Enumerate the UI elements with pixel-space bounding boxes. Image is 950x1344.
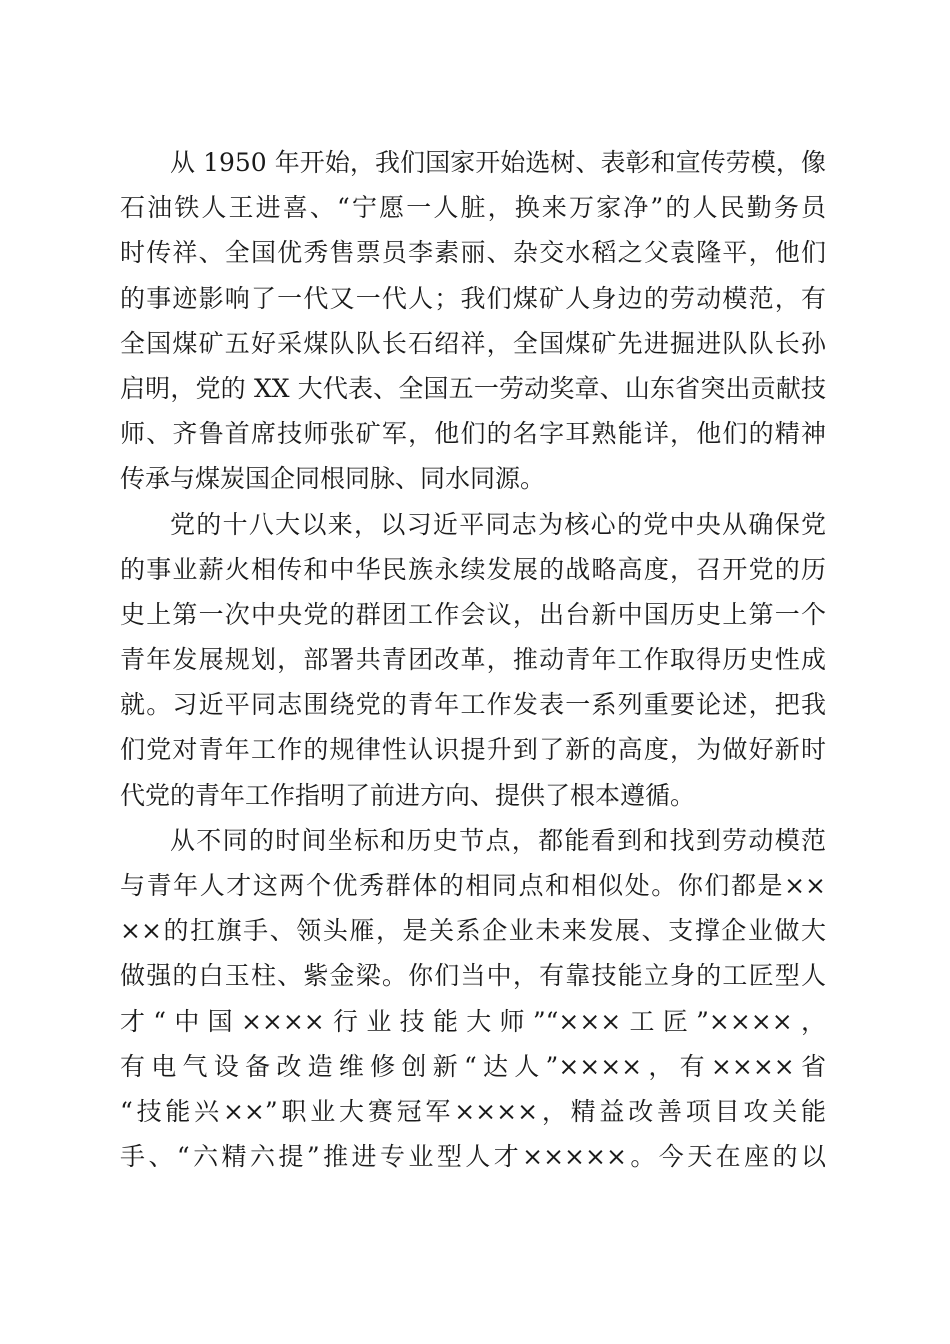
paragraph-line: 就。习近平同志围绕党的青年工作发表一系列重要论述，把我	[120, 690, 826, 720]
paragraph-line: “技能兴××”职业大赛冠军××××，精益改善项目攻关能	[120, 1096, 826, 1126]
paragraph-line: 们党对青年工作的规律性认识提升到了新的高度，为做好新时	[120, 735, 826, 765]
paragraph-line: 做强的白玉柱、紫金梁。你们当中，有靠技能立身的工匠型人	[120, 961, 826, 991]
paragraph-line: 启明，党的 XX 大代表、全国五一劳动奖章、山东省突出贡献技	[120, 373, 826, 403]
paragraph-line: 从 1950 年开始，我们国家开始选树、表彰和宣传劳模，像	[170, 148, 826, 177]
paragraph-line: 师、齐鲁首席技师张矿军，他们的名字耳熟能详，他们的精神	[120, 419, 826, 449]
paragraph-line: 有电气设备改造维修创新“达人”××××，有××××省	[120, 1051, 826, 1081]
paragraph-line: 的事迹影响了一代又一代人；我们煤矿人身边的劳动模范，有	[120, 283, 826, 313]
paragraph-line: 才“中国××××行业技能大师”“×××工匠”××××，	[120, 1006, 826, 1036]
paragraph-line: 史上第一次中央党的群团工作会议，出台新中国历史上第一个	[120, 599, 826, 629]
paragraph-line: 青年发展规划，部署共青团改革，推动青年工作取得历史性成	[120, 645, 826, 675]
paragraph-line: 的事业薪火相传和中华民族永续发展的战略高度，召开党的历	[120, 554, 826, 584]
paragraph-line: 与青年人才这两个优秀群体的相同点和相似处。你们都是××	[120, 871, 826, 900]
document-body	[120, 140, 826, 1179]
paragraph-line: 时传祥、全国优秀售票员李素丽、杂交水稻之父袁隆平，他们	[120, 238, 826, 268]
paragraph-line: 代党的青年工作指明了前进方向、提供了根本遵循。	[120, 780, 696, 810]
paragraph-line: 传承与煤炭国企同根同脉、同水同源。	[120, 464, 546, 494]
paragraph-line: 石油铁人王进喜、“宁愿一人脏，换来万家净”的人民勤务员	[120, 193, 826, 223]
paragraph-line: ××的扛旗手、领头雁，是关系企业未来发展、支撑企业做大	[120, 916, 826, 946]
paragraph-2	[120, 502, 826, 818]
paragraph-1	[120, 140, 826, 502]
paragraph-line: 手、“六精六提”推进专业型人才×××××。今天在座的以	[120, 1142, 826, 1172]
paragraph-line: 全国煤矿五好采煤队队长石绍祥，全国煤矿先进掘进队队长孙	[120, 328, 826, 358]
paragraph-line: 从不同的时间坐标和历史节点，都能看到和找到劳动模范	[170, 825, 826, 855]
paragraph-line: 党的十八大以来，以习近平同志为核心的党中央从确保党	[170, 509, 826, 539]
paragraph-3	[120, 818, 826, 1180]
